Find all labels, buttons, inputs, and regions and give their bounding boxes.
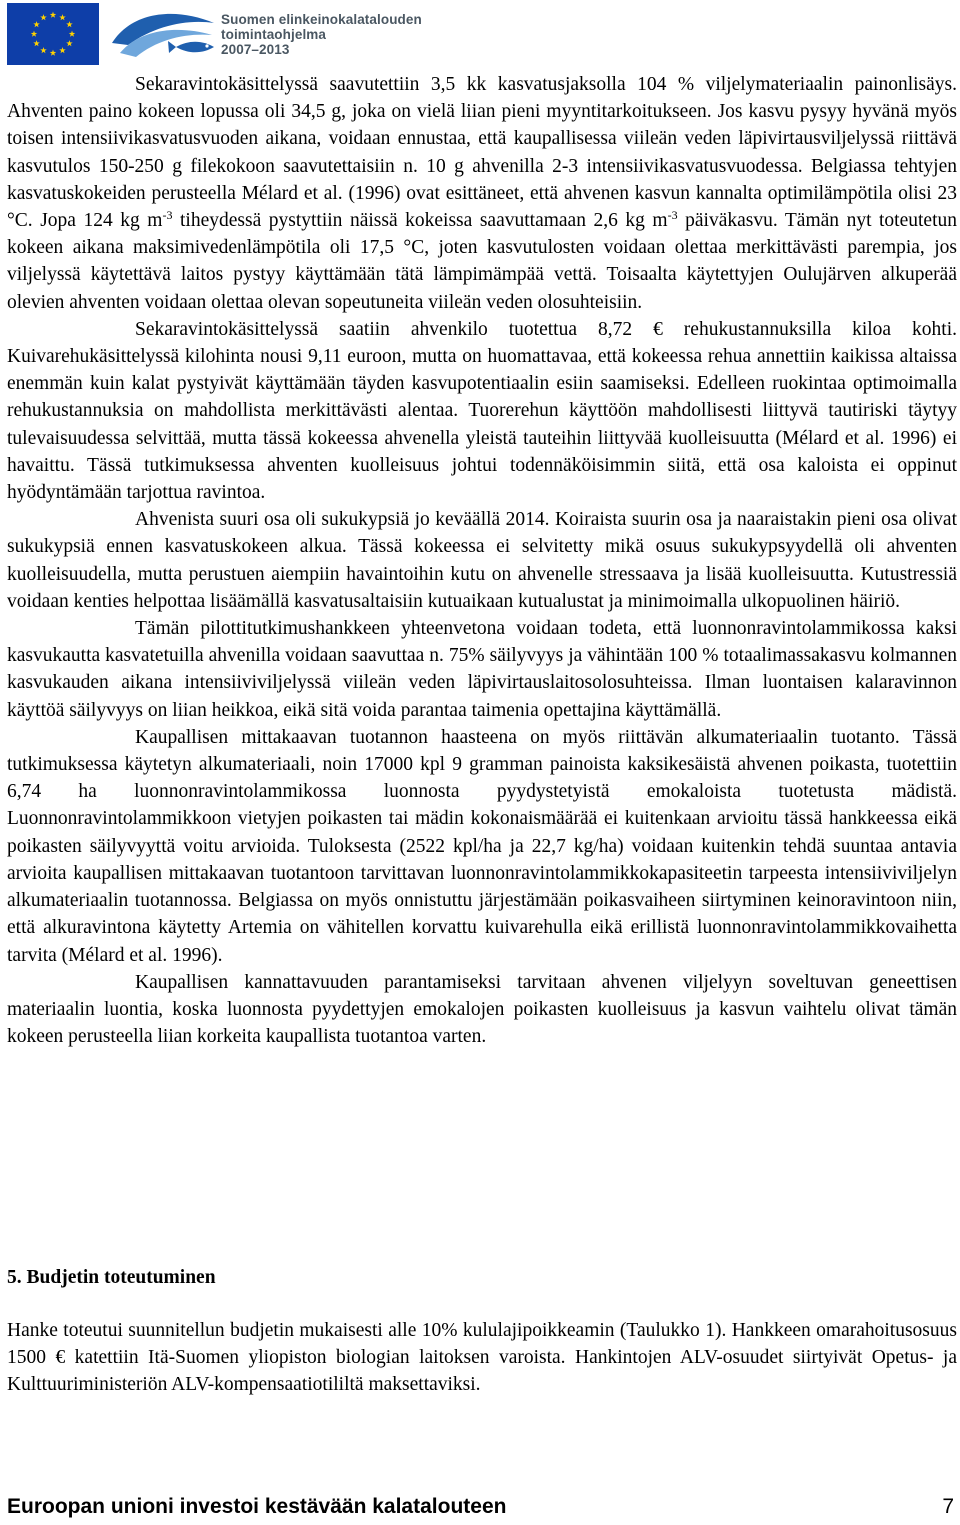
section-heading: 5. Budjetin toteutuminen: [7, 1267, 216, 1288]
program-title-line2: toimintaohjelma: [221, 27, 327, 42]
footer-slogan: Euroopan unioni investoi kestävään kalatalouteen: [7, 1495, 507, 1518]
page-header: [7, 3, 467, 65]
paragraph-4: Tämän pilottitutkimushankkeen yhteenvetona voidaan todeta, että luonnonravintolammikossa kaksi kasvukautta kasvatetuilla ahvenilla voidaan saavuttaa n. 75% säilyvyys ja vähintään 100 % totaalimassakasvu kolmannen kasvukauden aikana intensiiviviljelyssä viileän veden läpivirtauslaitosolosuhteissa. Ilman luontaisen kalaravinnon käyttöä säilyvyys on liian heikkoa, eikä sitä voida parantaa taimenia opettajina käyttämällä.: [7, 618, 957, 721]
paragraph-1: [7, 71, 957, 316]
superscript-2: -3: [667, 208, 678, 223]
body-text: [7, 71, 957, 1050]
fish-logo-icon: [106, 3, 218, 65]
paragraph-1-part-a: Sekaravintokäsittelyssä saavutettiin 3,5 kk kasvatusjaksolla 104 % viljelymateriaalin painonlisäys. Ahventen paino kokeen lopussa oli 34,5 g, joka on vielä liian pieni myyntitarkoitukseen. Jos kasvu pysyy hyvänä myös toisen intensiivikasvatusvuoden aikana, voidaan ennustaa, että kaupallisessa viileän veden läpivirtausviljelyssä riittävä kasvutulos 150-250 g filekokoon saavutettaisiin n. 10 g ahvenilla 2-3 intensiivikasvatusvuodessa. Belgiassa tehtyjen kasvatuskokeiden perusteella Mélard et al. (1996) ovat esittäneet, että ahvenen kasvun kannalta optimilämpötila olisi 23 °C. Jopa 124 kg m: [7, 74, 957, 232]
program-title-line1: Suomen elinkeinokalatalouden: [221, 12, 422, 27]
budget-section: [7, 1317, 957, 1399]
paragraph-3: Ahvenista suuri osa oli sukukypsiä jo keväällä 2014. Koiraista suurin osa ja naaraistakin pieni osa olivat sukukypsiä ennen kasvatuskokeen alkua. Tässä kokeessa ei selvitetty mikä osuus sukukypsyydellä oli ahventen kuolleisuudella, mutta perustuen aiempiin havaintoihin kutu on ahvenelle stressaava ja lisää kuolleisuutta. Kutustressiä voidaan kenties helpottaa lisäämällä kasvatusaltaisiin kutuaikaan kutualustat ja minimoimalla ulkopuolinen häiriö.: [7, 509, 957, 612]
paragraph-2: Sekaravintokäsittelyssä saatiin ahvenkilo tuotettua 8,72 € rehukustannuksilla kiloa kohti. Kuivarehukäsittelyssä kilohinta nousi 9,11 euroon, mutta on huomattavaa, että kokeessa rehua annettiin kaikissa altaissa enemmän kuin kalat pystyivät käyttämään täyden kasvupotentiaalin esiin saamiseksi. Edelleen ruokintaa optimoimalla rehukustannuksia on mahdollista merkittävästi alentaa. Tuorerehun käyttöön mahdollisesti liittyvä tautiriski täytyy tulevaisuudessa selvittää, mutta tässä kokeessa ahvenella yleistä tauteihin liittyvää kuolleisuutta (Mélard et al. 1996) ei havaittu. Tässä tutkimuksessa ahventen kuolleisuus johtui todennäköisimmin siitä, että osa kaloista ei oppinut hyödyntämään tarjottua ravintoa.: [7, 318, 957, 504]
paragraph-6: Kaupallisen kannattavuuden parantamiseksi tarvitaan ahvenen viljelyyn soveltuvan geneettisen materiaalin luontia, koska luonnosta pyydettyjen emokalojen poikasten kuolleisuus ja kasvun vaihtelu olivat tämän kokeen perusteella liian korkeita kaupallista tuotantoa varten.: [7, 971, 957, 1048]
program-title-line3: 2007–2013: [221, 42, 290, 57]
page-number: 7: [942, 1495, 954, 1518]
superscript-1: -3: [162, 208, 173, 223]
budget-paragraph: Hanke toteutui suunnitellun budjetin mukaisesti alle 10% kululajipoikkeamin (Taulukko 1). Hankkeen omarahoitusosuus 1500 € katettiin Itä-Suomen yliopiston biologian laitoksen varoista. Hankintojen ALV-osuudet siirtyivät Opetus- ja Kulttuuriministeriön ALV-kompensaatiotililtä maksettaviksi.: [7, 1320, 957, 1396]
paragraph-1-part-c: päiväkasvu. Tämän nyt toteutetun kokeen aikana maksimivedenlämpötila oli 17,5 °C, joten kasvutulosten voidaan olettaa merkittävästi parempia, jos viljelyssä käytettävä laitos pystyy käyttämään tätä lämpimämpää vettä. Toisaalta käytettyjen Oulujärven alkuperää olevien ahventen voidaan olettaa olevan sopeutuneita viileän veden olosuhteisiin.: [7, 210, 957, 313]
eu-flag-icon: [7, 3, 99, 65]
paragraph-1-part-b: tiheydessä pystyttiin näissä kokeissa saavuttamaan 2,6 kg m: [172, 210, 668, 232]
program-title: [221, 12, 461, 57]
paragraph-5: Kaupallisen mittakaavan tuotannon haasteena on myös riittävän alkumateriaalin tuotanto. Tässä tutkimuksessa käytetyn alkumateriaali, noin 17000 kpl 9 gramman painoista kaksikesäistä ahvenen poikasta, tuotettiin 6,74 ha luonnonravintolammikossa luonnosta pyydystetyistä emokaloista tuotetusta mädistä. Luonnonravintolammikkoon vietyjen poikasten tai mädin kokonaismäärää ei kuitenkaan arvioitu tässä hankkeessa eikä poikasten säilyvyyttä voitu arvioida. Tuloksesta (2522 kpl/ha ja 22,7 kg/ha) voidaan kuitenkin tehdä suuntaa antavia arvioita kaupallisen mittakaavan tuotantoon tarvittavan luonnonravintolammikkokapasiteetin tarpeesta intensiiviviljelyn alkumateriaalin tuotannossa. Belgiassa on myös onnistuttu järjestämään poikasvaiheen siirtyminen keinoravintoon niin, että alkuravintona käytetty Artemia on vähitellen korvattu kuivarehulla eikä erillistä luonnonravintolammikkovaihetta tarvita (Mélard et al. 1996).: [7, 726, 957, 966]
